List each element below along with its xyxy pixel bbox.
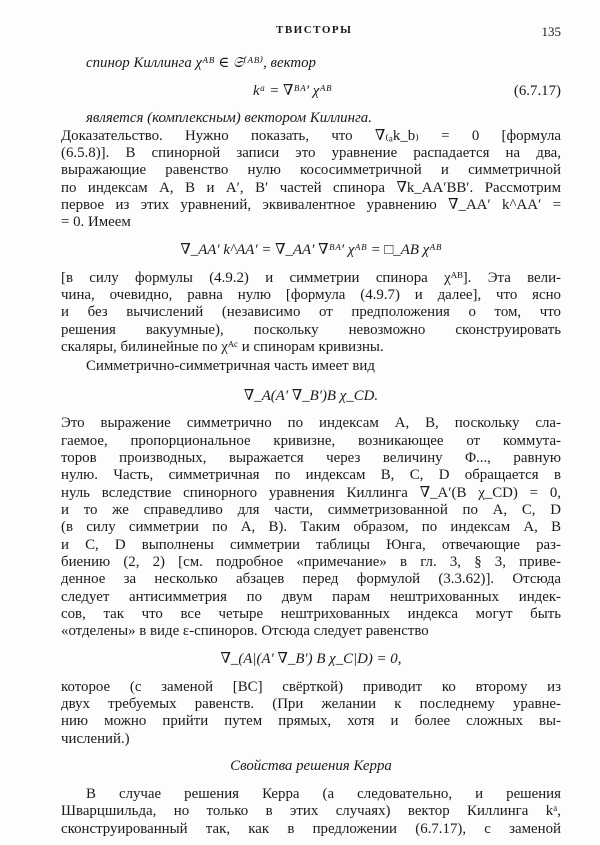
text-line: и без вычислений (независимо от предположения о том, что [61, 304, 561, 321]
text-line: нулю. Часть, симметричная по индексам B, C, D обращается в [61, 467, 561, 484]
text-line: (в силу симметрии по A, B). Таким образом, по индексам A, B [61, 519, 561, 536]
text-line: выражающие равенство нулю кососимметричной и симметричной [61, 162, 561, 179]
text-line: сов, так что все четыре нештрихованных индекса могут быть [61, 605, 561, 622]
text-line: Это выражение симметрично по индексам A, B, поскольку сла- [61, 415, 561, 432]
text-line: торов производных, выражается через величину Φ..., равную [61, 449, 561, 466]
text-line: = 0. Имеем [61, 214, 131, 231]
paragraph-start: Симметрично-симметричная часть имеет вид [86, 358, 375, 375]
equation-symmetric-part: ∇_A(A′ ∇_B′)B χ_CD. [243, 387, 379, 404]
text-line: и то же справедливо для части, симметризованной по A, C, D [61, 501, 561, 518]
book-page [61, 0, 561, 845]
text-line: по индексам A, B и A′, B′ частей спинора ∇k_AA′BB′. Рассмотрим [61, 179, 561, 196]
text-line: биению (2, 2) [см. подробное «примечание» в гл. 3, § 3, приве- [61, 553, 561, 570]
text-line: гаемое, пропорциональное кривизне, возникающее от коммута- [61, 432, 561, 449]
running-head: ТВИСТОРЫ [276, 24, 353, 36]
text-line: и C, D выполнены симметрии таблицы Юнга, отвечающие раз- [61, 536, 561, 553]
text-line: В случае решения Керра (а следовательно, и решения [86, 786, 561, 803]
text-line: Доказательство. Нужно показать, что ∇₍ₐk_b₎ = 0 [формула [61, 127, 561, 144]
text-line: (6.5.8)]. В спинорной записи это уравнение распадается на два, [61, 145, 561, 162]
text-line: «отделены» в виде ε-спиноров. Отсюда следует равенство [61, 623, 429, 640]
text-line: скаляры, билинейные по χᴬᶜ и спинорам кривизны. [61, 339, 384, 356]
page-header [61, 24, 561, 40]
text-line: нуль вследствие спинорного уравнения Киллинга ∇_A′(B χ_CD) = 0, [61, 484, 561, 501]
equation-divergence: ∇_AA′ k^AA′ = ∇_AA′ ∇ᴮᴬ′ χᴬᴮ = □_AB χᴬᴮ [180, 242, 442, 259]
text-line: денное за несколько абзацев перед формулой (3.3.62)]. Отсюда [61, 571, 561, 588]
text-line: чина, очевидно, равна нулю [формула (4.9.7) и далее], что ясно [61, 287, 561, 304]
statement-line: является (комплексным) вектором Киллинга. [86, 110, 372, 127]
text-line: решения вакуумные), поскольку невозможно сконструировать [61, 321, 561, 338]
statement-line: спинор Киллинга χᴬᴮ ∈ 𝔖⁽ᴬᴮ⁾, вектор [86, 55, 316, 71]
text-line: следует антисимметрия по двум парам нештрихованных индек- [61, 588, 561, 605]
equation-symmetrization: ∇_(A|(A′ ∇_B′) B χ_C|D) = 0, [220, 650, 402, 667]
text-line: двух требуемых равенств. (При желании к последнему уравне- [61, 695, 561, 712]
section-heading: Свойства решения Керра [230, 758, 392, 775]
text-line: числений.) [61, 730, 130, 747]
text-line: [в силу формулы (4.9.2) и симметрии спинора χᴬᴮ]. Эта вели- [61, 269, 561, 286]
text-line: сконструированный так, как в предложении (6.7.17), с заменой [61, 820, 561, 837]
text-line: которое (с заменой [BC] свёрткой) приводит ко второму из [61, 678, 561, 695]
equation-number: (6.7.17) [513, 82, 561, 99]
text-line: нию можно прийти путем прямых, хотя и более сложных вы- [61, 713, 561, 730]
text-line: Шварцшильда, но только в этих случаях) вектор Киллинга kᵃ, [61, 803, 561, 820]
text-line: первое из этих уравнений, эквивалентное уравнению ∇_AA′ k^AA′ = [61, 197, 561, 214]
page-number: 135 [541, 24, 561, 39]
equation-kerr-killing-vector: kᵃ = ∇ᴮᴬ′ χᴬᴮ [253, 82, 332, 99]
